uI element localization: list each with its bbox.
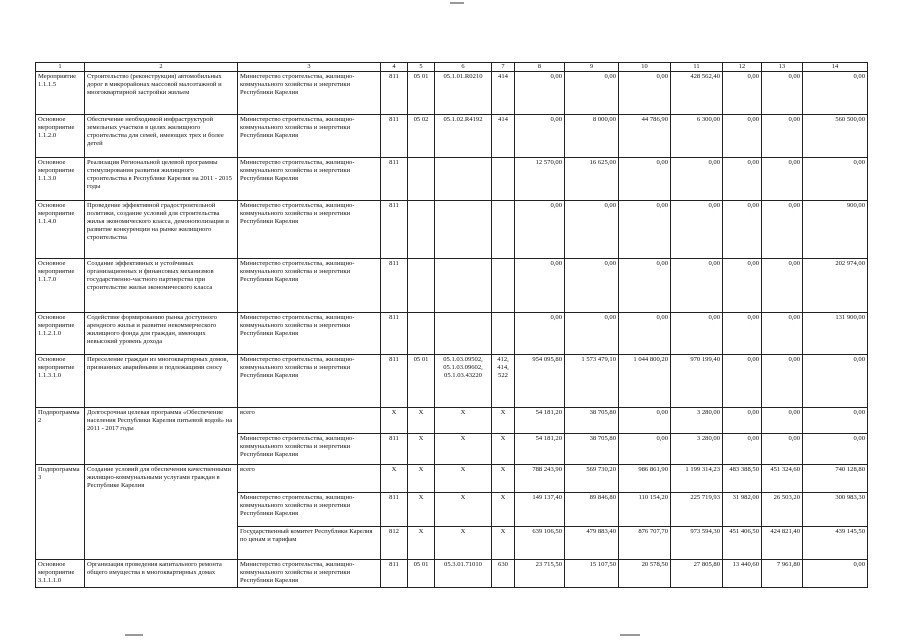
amount-cell: 0,00 [723, 72, 762, 115]
expense-type-cell: 414 [492, 72, 515, 115]
amount-cell: 1 199 314,23 [671, 465, 723, 493]
activity-code-cell: Основное мероприятие 1.1.4.0 [36, 201, 85, 259]
executor-cell: Государственный комитет Республики Карелия по ценам и тарифам [238, 527, 381, 560]
amount-cell: 0,00 [762, 434, 803, 465]
column-number: 14 [803, 63, 868, 72]
section-cell: 05 01 [408, 72, 435, 115]
amount-cell: 973 594,30 [671, 527, 723, 560]
amount-cell: 0,00 [803, 408, 868, 434]
amount-cell: 149 137,40 [515, 493, 565, 527]
activity-name-cell: Проведение эффективной градостроительной политики, создание условий для строительства жилья экономического класса, демонополизация и развитие конкуренции на рынке жилищного строительства [85, 201, 238, 259]
expense-type-cell: X [492, 434, 515, 465]
amount-cell: 0,00 [619, 434, 671, 465]
activity-name-cell: Создание эффективных и устойчивых организационных и финансовых механизмов государственно-частного партнерства при строительстве жилья экономического класса [85, 259, 238, 313]
amount-cell: 0,00 [723, 434, 762, 465]
executor-cell: Министерство строительства, жилищно-коммунального хозяйства и энергетики Республики Карелия [238, 560, 381, 588]
amount-cell: 0,00 [565, 259, 619, 313]
amount-cell: 0,00 [723, 115, 762, 158]
expense-type-cell [492, 201, 515, 259]
scan-mark [125, 634, 143, 636]
amount-cell: 12 570,00 [515, 158, 565, 201]
expense-type-cell [492, 158, 515, 201]
grbs-cell: 811 [381, 259, 408, 313]
amount-cell: 639 106,50 [515, 527, 565, 560]
amount-cell: 0,00 [803, 434, 868, 465]
amount-cell: 54 181,20 [515, 434, 565, 465]
budget-table [35, 62, 868, 588]
executor-cell: Министерство строительства, жилищно-коммунального хозяйства и энергетики Республики Карелия [238, 493, 381, 527]
amount-cell: 6 300,00 [671, 115, 723, 158]
subprogram-name-cell: Создание условий для обеспечения качественными жилищно-коммунальными услугами граждан в Республике Карелия [85, 465, 238, 560]
section-cell: X [408, 465, 435, 493]
grbs-cell: 811 [381, 313, 408, 355]
table-row [36, 158, 868, 201]
amount-cell: 8 000,00 [565, 115, 619, 158]
amount-cell: 0,00 [762, 115, 803, 158]
amount-cell: 38 705,80 [565, 434, 619, 465]
activity-code-cell: Основное мероприятие 1.1.3.0 [36, 158, 85, 201]
expense-type-cell [492, 313, 515, 355]
column-number: 9 [565, 63, 619, 72]
amount-cell: 424 821,40 [762, 527, 803, 560]
amount-cell: 20 578,50 [619, 560, 671, 588]
column-number: 13 [762, 63, 803, 72]
amount-cell: 560 500,00 [803, 115, 868, 158]
amount-cell: 0,00 [803, 72, 868, 115]
amount-cell: 3 280,00 [671, 434, 723, 465]
amount-cell: 451 406,50 [723, 527, 762, 560]
amount-cell: 0,00 [803, 355, 868, 408]
amount-cell: 23 715,50 [515, 560, 565, 588]
target-article-cell: X [435, 493, 492, 527]
grbs-cell: 811 [381, 158, 408, 201]
amount-cell: 0,00 [723, 408, 762, 434]
target-article-cell: 05.1.01.R0210 [435, 72, 492, 115]
column-number: 1 [36, 63, 85, 72]
amount-cell: 15 107,50 [565, 560, 619, 588]
expense-type-cell: 630 [492, 560, 515, 588]
amount-cell: 0,00 [565, 201, 619, 259]
activity-code-cell: Основное мероприятие 1.1.2.0 [36, 115, 85, 158]
executor-cell: Министерство строительства, жилищно-коммунального хозяйства и энергетики Республики Карелия [238, 115, 381, 158]
scan-mark [450, 2, 464, 4]
amount-cell: 7 961,80 [762, 560, 803, 588]
amount-cell: 740 128,80 [803, 465, 868, 493]
amount-cell: 0,00 [619, 201, 671, 259]
executor-cell: всего [238, 465, 381, 493]
column-number: 8 [515, 63, 565, 72]
amount-cell: 26 503,20 [762, 493, 803, 527]
amount-cell: 0,00 [723, 259, 762, 313]
amount-cell: 0,00 [762, 313, 803, 355]
executor-cell: Министерство строительства, жилищно-коммунального хозяйства и энергетики Республики Карелия [238, 158, 381, 201]
amount-cell: 954 095,80 [515, 355, 565, 408]
column-number-row [36, 63, 868, 72]
amount-cell: 44 786,90 [619, 115, 671, 158]
amount-cell: 0,00 [762, 259, 803, 313]
amount-cell: 0,00 [723, 158, 762, 201]
table-row [36, 201, 868, 259]
amount-cell: 13 440,60 [723, 560, 762, 588]
executor-cell: Министерство строительства, жилищно-коммунального хозяйства и энергетики Республики Карелия [238, 355, 381, 408]
activity-code-cell: Основное мероприятие 3.1.1.1.0 [36, 560, 85, 588]
amount-cell: 16 625,00 [565, 158, 619, 201]
grbs-cell: 811 [381, 560, 408, 588]
amount-cell: 131 900,00 [803, 313, 868, 355]
section-cell [408, 158, 435, 201]
activity-code-cell: Основное мероприятие 1.1.3.1.0 [36, 355, 85, 408]
amount-cell: 300 983,30 [803, 493, 868, 527]
amount-cell: 0,00 [515, 72, 565, 115]
amount-cell: 0,00 [515, 115, 565, 158]
column-number: 10 [619, 63, 671, 72]
amount-cell: 54 181,20 [515, 408, 565, 434]
amount-cell: 0,00 [515, 259, 565, 313]
section-cell: X [408, 434, 435, 465]
activity-code-cell: Основное мероприятие 1.1.2.1.0 [36, 313, 85, 355]
amount-cell: 202 974,00 [803, 259, 868, 313]
grbs-cell: 811 [381, 201, 408, 259]
amount-cell: 0,00 [671, 313, 723, 355]
amount-cell: 0,00 [565, 313, 619, 355]
grbs-cell: 811 [381, 434, 408, 465]
amount-cell: 876 707,70 [619, 527, 671, 560]
activity-name-cell: Переселение граждан из многоквартирных домов, признанных аварийными и подлежащими сносу [85, 355, 238, 408]
target-article-cell: X [435, 465, 492, 493]
column-number: 5 [408, 63, 435, 72]
subprogram-code-cell: Подпрограмма 3 [36, 465, 85, 560]
section-cell: X [408, 493, 435, 527]
column-number: 3 [238, 63, 381, 72]
amount-cell: 0,00 [515, 201, 565, 259]
expense-type-cell: X [492, 465, 515, 493]
amount-cell: 0,00 [619, 313, 671, 355]
amount-cell: 0,00 [803, 560, 868, 588]
activity-code-cell: Основное мероприятие 1.1.7.0 [36, 259, 85, 313]
column-number: 12 [723, 63, 762, 72]
executor-cell: Министерство строительства, жилищно-коммунального хозяйства и энергетики Республики Карелия [238, 201, 381, 259]
amount-cell: 3 280,00 [671, 408, 723, 434]
amount-cell: 31 982,00 [723, 493, 762, 527]
amount-cell: 0,00 [671, 259, 723, 313]
expense-type-cell: X [492, 493, 515, 527]
amount-cell: 0,00 [762, 158, 803, 201]
amount-cell: 970 199,40 [671, 355, 723, 408]
amount-cell: 0,00 [515, 313, 565, 355]
grbs-cell: 811 [381, 493, 408, 527]
section-cell: X [408, 408, 435, 434]
executor-cell: Министерство строительства, жилищно-коммунального хозяйства и энергетики Республики Карелия [238, 313, 381, 355]
subprogram-name-cell: Долгосрочная целевая программа «Обеспечение населения Республики Карелия питьевой водой» на 2011 - 2017 годы [85, 408, 238, 465]
executor-cell: всего [238, 408, 381, 434]
target-article-cell: 05.1.03.09502, 05.1.03.09602, 05.1.03.43220 [435, 355, 492, 408]
amount-cell: 0,00 [723, 313, 762, 355]
executor-cell: Министерство строительства, жилищно-коммунального хозяйства и энергетики Республики Карелия [238, 434, 381, 465]
expense-type-cell: X [492, 527, 515, 560]
amount-cell: 439 145,50 [803, 527, 868, 560]
grbs-cell: X [381, 408, 408, 434]
activity-name-cell: Содействие формированию рынка доступного арендного жилья и развитие некоммерческого жилищного фонда для граждан, имеющих невысокий уровень дохода [85, 313, 238, 355]
table-row [36, 560, 868, 588]
amount-cell: 451 324,60 [762, 465, 803, 493]
table-row [36, 355, 868, 408]
section-cell [408, 201, 435, 259]
expense-type-cell: X [492, 408, 515, 434]
amount-cell: 986 861,90 [619, 465, 671, 493]
amount-cell: 0,00 [762, 408, 803, 434]
column-number: 7 [492, 63, 515, 72]
target-article-cell: X [435, 434, 492, 465]
target-article-cell [435, 201, 492, 259]
subprogram-code-cell: Подпрограмма 2 [36, 408, 85, 465]
target-article-cell: X [435, 408, 492, 434]
amount-cell: 0,00 [671, 201, 723, 259]
amount-cell: 0,00 [619, 72, 671, 115]
column-number: 11 [671, 63, 723, 72]
amount-cell: 0,00 [803, 158, 868, 201]
target-article-cell: 05.3.01.71010 [435, 560, 492, 588]
amount-cell: 479 883,40 [565, 527, 619, 560]
column-number: 2 [85, 63, 238, 72]
amount-cell: 0,00 [619, 259, 671, 313]
target-article-cell: X [435, 527, 492, 560]
amount-cell: 0,00 [619, 158, 671, 201]
grbs-cell: 812 [381, 527, 408, 560]
target-article-cell [435, 259, 492, 313]
amount-cell: 0,00 [565, 72, 619, 115]
amount-cell: 1 573 479,10 [565, 355, 619, 408]
section-cell: 05 02 [408, 115, 435, 158]
grbs-cell: X [381, 465, 408, 493]
amount-cell: 569 730,20 [565, 465, 619, 493]
amount-cell: 788 243,90 [515, 465, 565, 493]
table-row [36, 313, 868, 355]
amount-cell: 0,00 [762, 72, 803, 115]
section-cell: X [408, 527, 435, 560]
expense-type-cell [492, 259, 515, 313]
table-row [36, 72, 868, 115]
grbs-cell: 811 [381, 355, 408, 408]
expense-type-cell: 414 [492, 115, 515, 158]
amount-cell: 900,00 [803, 201, 868, 259]
executor-cell: Министерство строительства, жилищно-коммунального хозяйства и энергетики Республики Карелия [238, 72, 381, 115]
amount-cell: 0,00 [762, 201, 803, 259]
amount-cell: 0,00 [723, 201, 762, 259]
amount-cell: 38 705,80 [565, 408, 619, 434]
table-row [36, 408, 868, 434]
scan-mark [620, 634, 640, 636]
column-number: 4 [381, 63, 408, 72]
amount-cell: 0,00 [762, 355, 803, 408]
amount-cell: 0,00 [619, 408, 671, 434]
table-row [36, 259, 868, 313]
amount-cell: 89 846,80 [565, 493, 619, 527]
table-row [36, 115, 868, 158]
amount-cell: 0,00 [671, 158, 723, 201]
amount-cell: 110 154,20 [619, 493, 671, 527]
amount-cell: 225 719,93 [671, 493, 723, 527]
activity-name-cell: Организация проведения капитального ремонта общего имущества в многоквартирных домах [85, 560, 238, 588]
activity-name-cell: Реализация Региональной целевой программы стимулирования развития жилищного строительства в Республике Карелия на 2011 - 2015 годы [85, 158, 238, 201]
target-article-cell [435, 313, 492, 355]
amount-cell: 0,00 [723, 355, 762, 408]
amount-cell: 483 388,50 [723, 465, 762, 493]
target-article-cell: 05.1.02.R4192 [435, 115, 492, 158]
target-article-cell [435, 158, 492, 201]
section-cell: 05 01 [408, 560, 435, 588]
table-row [36, 465, 868, 493]
column-number: 6 [435, 63, 492, 72]
section-cell: 05 01 [408, 355, 435, 408]
activity-name-cell: Строительство (реконструкция) автомобильных дорог в микрорайонах массовой малоэтажной и многоквартирной застройки жильем [85, 72, 238, 115]
grbs-cell: 811 [381, 72, 408, 115]
executor-cell: Министерство строительства, жилищно-коммунального хозяйства и энергетики Республики Карелия [238, 259, 381, 313]
activity-name-cell: Обеспечение необходимой инфраструктурой земельных участков в целях жилищного строительства для семей, имеющих трех и более детей [85, 115, 238, 158]
activity-code-cell: Мероприятие 1.1.1.5 [36, 72, 85, 115]
amount-cell: 428 562,40 [671, 72, 723, 115]
amount-cell: 1 044 800,20 [619, 355, 671, 408]
section-cell [408, 259, 435, 313]
section-cell [408, 313, 435, 355]
expense-type-cell: 412, 414, 522 [492, 355, 515, 408]
amount-cell: 27 805,80 [671, 560, 723, 588]
grbs-cell: 811 [381, 115, 408, 158]
